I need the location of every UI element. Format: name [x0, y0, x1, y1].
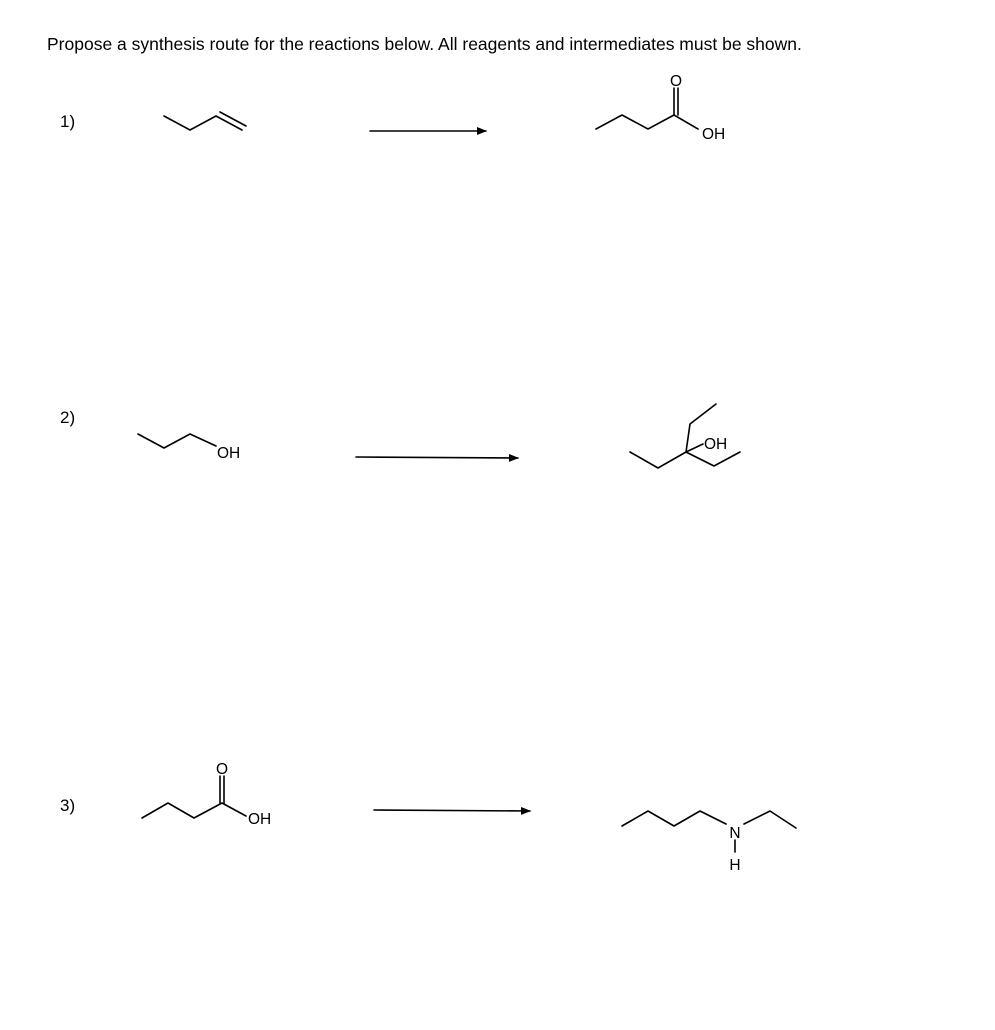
problem-3-reaction-arrow — [374, 810, 530, 811]
problem-3-start-hydroxyl: OH — [248, 811, 272, 828]
problem-2-product — [630, 404, 740, 468]
problem-1-number: 1) — [60, 112, 76, 131]
problem-2-product-hydroxyl: OH — [704, 436, 728, 453]
problem-3-start-carbonyl-oxygen: O — [215, 761, 229, 778]
problem-3-number: 3) — [60, 796, 76, 815]
problem-3-starting-material — [142, 761, 271, 828]
problem-2-start-hydroxyl: OH — [217, 445, 241, 462]
problem-2-number: 2) — [60, 408, 76, 427]
problem-3-product-hydrogen: H — [729, 857, 741, 874]
problem-2-starting-material — [138, 434, 240, 462]
problem-1-starting-material — [164, 112, 246, 130]
problem-1-product-carbonyl-oxygen: O — [669, 73, 683, 90]
problem-2-reaction-arrow — [356, 457, 518, 458]
problem-1-product — [596, 73, 725, 143]
problem-1-product-hydroxyl: OH — [702, 126, 726, 143]
instructions-text: Propose a synthesis route for the reactions below. All reagents and intermediates must be shown. — [47, 34, 802, 54]
problem-3-product — [622, 811, 796, 874]
problem-3-product-nitrogen: N — [729, 825, 741, 842]
